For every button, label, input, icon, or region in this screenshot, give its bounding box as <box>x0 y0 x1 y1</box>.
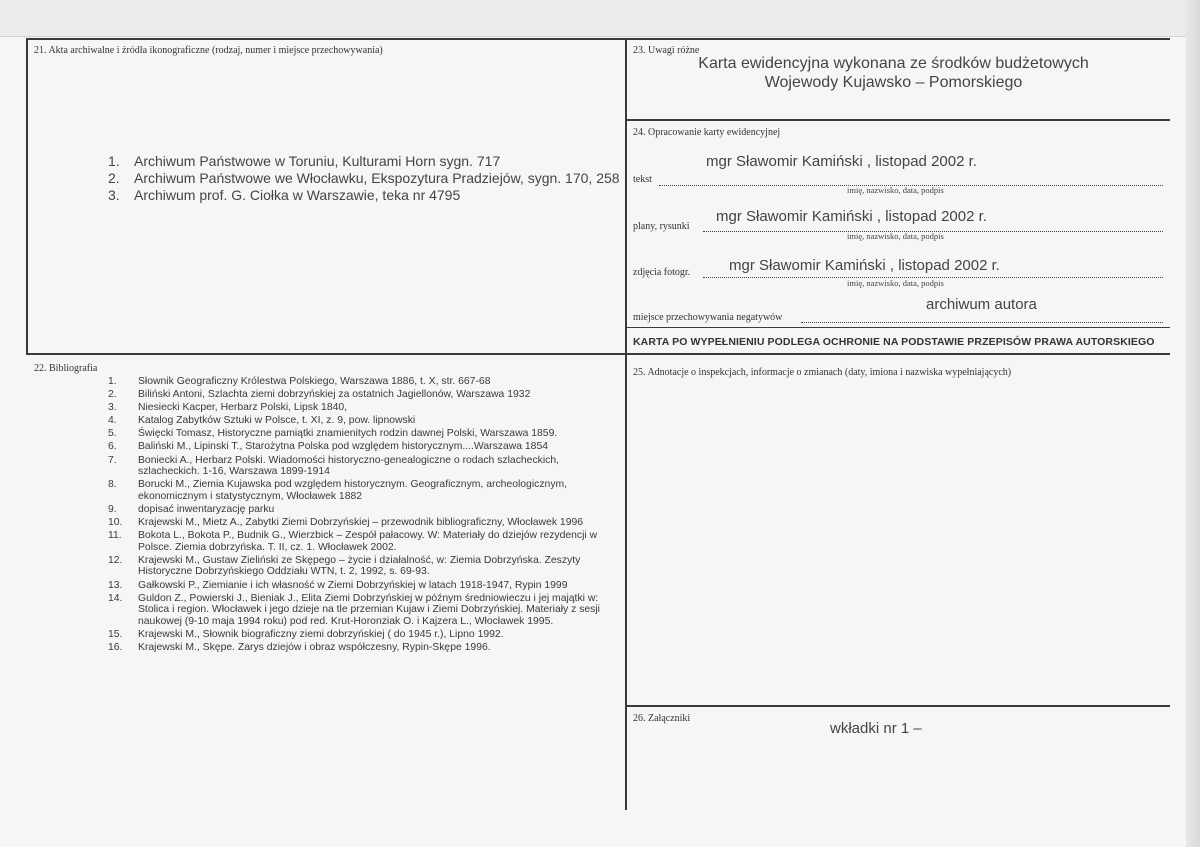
list-item: 5. Święcki Tomasz, Historyczne pamiątki znamienitych rodzin dawnej Polski, Warszawa 1859. <box>108 428 558 440</box>
list-item: 13. Gałkowski P., Ziemianie i ich własność w Ziemi Dobrzyńskiej w latach 1918-1947, Rypin 1999 <box>108 579 568 591</box>
zdjecia-value: mgr Sławomir Kamiński , listopad 2002 r. <box>729 257 1000 274</box>
remarks-line-1: Karta ewidencyjna wykonana ze środków budżetowych <box>698 55 1089 72</box>
frame-left-line <box>26 38 28 354</box>
archive-sources-list <box>108 153 620 204</box>
attachments-value: wkładki nr 1 – <box>830 720 922 737</box>
list-item: 8. Borucki M., Ziemia Kujawska pod względem historycznym. Geograficznym, archeologicznym, ekonomicznym i statystycznym, Włocławek 1882 <box>108 479 568 502</box>
section25-label: 25. Adnotacje o inspekcjach, informacje o zmianach (daty, imiona i nazwiska wypełniających) <box>633 367 1012 378</box>
list-item: 1. Słownik Geograficzny Królestwa Polskiego, Warszawa 1886, t. X, str. 667-68 <box>108 376 491 387</box>
list-item: 4. Katalog Zabytków Sztuki w Polsce, t. XI, z. 9, pow. lipnowski <box>108 415 416 427</box>
list-item: 14. Guldon Z., Powierski J., Bieniak J., Elita Ziemi Dobrzyńskiej w późnym średniowieczu i jej majątki w: Stolica i region. Włocławek i jego dzieje na tle przemian Kujaw i Ziemi Dobrzyńskiej. Materiały z sesji naukowej (9-10 maja 1994 roku) pod red. Krut-Horonziak O. i Kajzera L., Włocławek 1995. <box>108 592 600 627</box>
top-paper-strip <box>0 0 1200 37</box>
section21-label: 21. Akta archiwalne i źródła ikonograficzne (rodzaj, numer i miejsce przechowywania) <box>34 45 383 56</box>
list-item: 11. Bokota L., Bokota P., Budnik G., Wierzbick – Zespół pałacowy. W: Materiały do dziejów rezydencji w Polsce. Ziemia dobrzyńska. T. II, cz. 1. Włocławek 2002. <box>108 530 598 553</box>
list-item: 1. Archiwum Państwowe w Toruniu, Kulturami Horn sygn. 717 <box>108 153 501 169</box>
list-item: 10. Krajewski M., Mietz A., Zabytki Ziemi Dobrzyńskiej – przewodnik bibliograficzny, Włocławek 1996 <box>108 517 584 529</box>
frame-middle-line <box>26 353 1170 355</box>
plany-label: plany, rysunki <box>633 221 690 232</box>
list-item: 3. Archiwum prof. G. Ciołka w Warszawie, teka nr 4795 <box>108 187 461 203</box>
zdjecia-label: zdjęcia fotogr. <box>633 267 691 278</box>
section22-label: 22. Bibliografia <box>34 363 98 374</box>
tekst-value: mgr Sławomir Kamiński , listopad 2002 r. <box>706 153 977 170</box>
paper-edge <box>1186 0 1200 847</box>
plany-value: mgr Sławomir Kamiński , listopad 2002 r. <box>716 208 987 225</box>
remarks-line-2: Wojewody Kujawsko – Pomorskiego <box>764 74 1023 91</box>
tekst-label: tekst <box>633 174 652 185</box>
bibliography-list <box>108 376 608 655</box>
negatywy-label: miejsce przechowywania negatywów <box>633 312 783 323</box>
list-item: 3. Niesiecki Kacper, Herbarz Polski, Lipsk 1840, <box>108 402 348 414</box>
remarks-text <box>626 54 1161 92</box>
list-item: 2. Biliński Antoni, Szlachta ziemi dobrzyńskiej za ostatnich Jagiellonów, Warszawa 1932 <box>108 389 531 401</box>
frame-top-line <box>26 38 1170 40</box>
center-divider <box>625 38 627 810</box>
list-item: 12. Krajewski M., Gustaw Zieliński ze Skępego – życie i działalność, w: Ziemia Dobrzyńska. Zeszyty Historyczne Dobrzyńskiego Oddziału WTN, t. 2, 1992, s. 69-93. <box>108 554 581 578</box>
zdjecia-signature-hint: imię, nazwisko, data, podpis <box>847 278 944 288</box>
tekst-signature-hint: imię, nazwisko, data, podpis <box>847 185 944 195</box>
list-item: 7. Boniecki A., Herbarz Polski. Wiadomości historyczno-genealogiczne o rodach szlacheckich, szlacheckich. 1-16, Warszawa 1899-1914 <box>108 454 560 478</box>
section24-label: 24. Opracowanie karty ewidencyjnej <box>633 127 781 138</box>
copyright-notice: KARTA PO WYPEŁNIENIU PODLEGA OCHRONIE NA PODSTAWIE PRZEPISÓW PRAWA AUTORSKIEGO <box>633 336 1155 348</box>
list-item: 9. dopisać inwentaryzację parku <box>108 503 275 515</box>
negatywy-dotted-line <box>801 322 1163 323</box>
section25-bottom-line <box>625 705 1170 707</box>
list-item: 6. Baliński M., Lipinski T., Starożytna Polska pod względem historycznym....Warszawa 1854 <box>108 441 549 453</box>
section24-separator <box>625 327 1170 328</box>
list-item: 16. Krajewski M., Skępe. Zarys dziejów i obraz współczesny, Rypin-Skępe 1996. <box>108 641 491 653</box>
plany-signature-hint: imię, nazwisko, data, podpis <box>847 231 944 241</box>
negatywy-value: archiwum autora <box>926 296 1037 313</box>
list-item: 2. Archiwum Państwowe we Włocławku, Ekspozytura Pradziejów, sygn. 170, 258 <box>108 170 620 186</box>
section23-bottom-line <box>625 119 1170 121</box>
list-item: 15. Krajewski M., Słownik biograficzny ziemi dobrzyńskiej ( do 1945 r.), Lipno 1992. <box>108 628 504 640</box>
section23-label: 23. Uwagi różne <box>633 45 700 56</box>
section26-label: 26. Załączniki <box>633 713 691 724</box>
